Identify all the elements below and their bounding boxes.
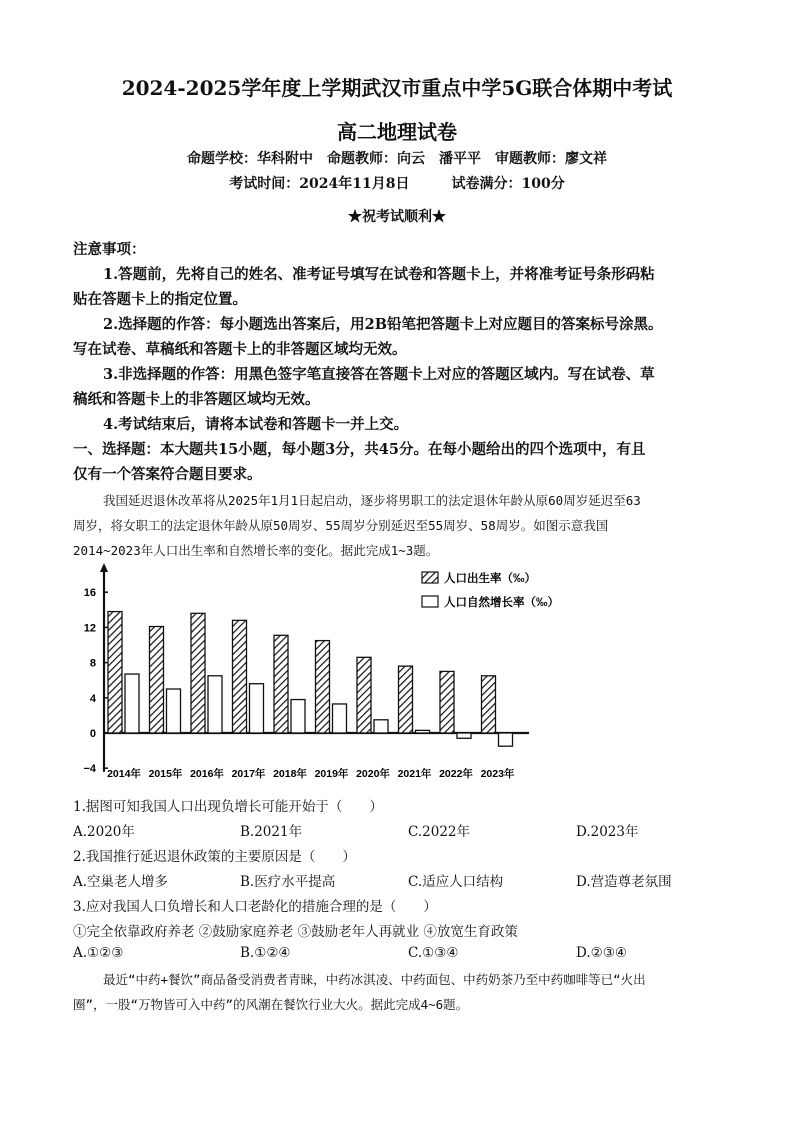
bar-birth-rate bbox=[399, 666, 413, 733]
y-tick-label: −4 bbox=[83, 763, 96, 776]
bar-natural-growth-rate bbox=[374, 720, 388, 733]
bar-birth-rate bbox=[316, 641, 330, 733]
y-tick-label: 16 bbox=[83, 587, 96, 600]
x-tick-label: 2022年 bbox=[439, 768, 473, 780]
bar-natural-growth-rate bbox=[125, 674, 139, 733]
y-tick-label: 8 bbox=[89, 657, 96, 670]
bar-natural-growth-rate bbox=[291, 700, 305, 733]
question-3-stem: 3.应对我国人口负增长和人口老龄化的措施合理的是（ ） bbox=[73, 899, 437, 915]
bar-birth-rate bbox=[440, 671, 454, 733]
bar-birth-rate bbox=[150, 627, 164, 733]
x-tick-label: 2019年 bbox=[314, 768, 349, 780]
legend-label-natural-growth: 人口自然增长率（‰） bbox=[444, 597, 559, 609]
bar-birth-rate bbox=[191, 613, 205, 733]
passage-1-line-2: 周岁，将女职工的法定退休年龄从原50周岁、55周岁分别延迟至55周岁、58周岁。如图示意我国 bbox=[73, 518, 609, 533]
note-3a: 3.非选择题的作答：用黑色签字笔直接答在答题卡上对应的答题区域内。写在试卷、草 bbox=[103, 366, 655, 383]
exam-title: 2024-2025学年度上学期武汉市重点中学5G联合体期中考试 bbox=[121, 76, 673, 100]
bar-birth-rate bbox=[108, 612, 122, 733]
y-tick-label: 0 bbox=[89, 728, 96, 740]
q2-option-d: D.营造尊老氛围 bbox=[576, 874, 672, 890]
good-luck-line: ★祝考试顺利★ bbox=[348, 209, 446, 225]
exam-subtitle: 高二地理试卷 bbox=[337, 120, 457, 144]
question-3-statements: ①完全依靠政府养老 ②鼓励家庭养老 ③鼓励老年人再就业 ④放宽生育政策 bbox=[73, 924, 518, 940]
bar-birth-rate bbox=[233, 620, 247, 733]
birth-growth-rate-chart bbox=[70, 562, 590, 787]
x-tick-label: 2020年 bbox=[356, 768, 390, 780]
x-tick-label: 2016年 bbox=[190, 768, 224, 780]
section-1-line-1: 一、选择题：本大题共15小题，每小题3分，共45分。在每小题给出的四个选项中，有且 bbox=[73, 441, 646, 458]
q1-option-b: B.2021年 bbox=[240, 824, 303, 840]
passage-2-line-1: 最近“中药+餐饮”商品备受消费者青睐，中药冰淇凌、中药面包、中药奶茶乃至中药咖啡等已“火出 bbox=[103, 972, 646, 987]
q2-option-c: C.适应人口结构 bbox=[408, 874, 504, 890]
q1-option-d: D.2023年 bbox=[576, 824, 639, 840]
bar-natural-growth-rate bbox=[499, 733, 513, 746]
y-tick-label: 4 bbox=[89, 692, 96, 705]
x-tick-label: 2018年 bbox=[273, 768, 307, 780]
y-tick-label: 12 bbox=[83, 622, 96, 635]
legend-swatch-natural-growth bbox=[422, 596, 438, 607]
bar-birth-rate bbox=[482, 676, 496, 733]
q3-option-a: A.①②③ bbox=[73, 945, 124, 961]
passage-1-line-1: 我国延迟退休改革将从2025年1月1日起启动，逐步将男职工的法定退休年龄从原60周岁延迟至63 bbox=[103, 493, 641, 508]
passage-1-line-3: 2014~2023年人口出生率和自然增长率的变化。据此完成1~3题。 bbox=[73, 543, 439, 558]
section-1-line-2: 仅有一个答案符合题目要求。 bbox=[73, 466, 262, 483]
note-4: 4.考试结束后，请将本试卷和答题卡一并上交。 bbox=[103, 416, 409, 433]
bar-natural-growth-rate bbox=[416, 730, 430, 733]
q1-option-c: C.2022年 bbox=[408, 824, 470, 840]
exam-time-score: 考试时间：2024年11月8日 试卷满分：100分 bbox=[229, 176, 565, 192]
exam-authors: 命题学校：华科附中 命题教师：向云 潘平平 审题教师：廖文祥 bbox=[187, 151, 607, 167]
q2-option-a: A.空巢老人增多 bbox=[73, 874, 169, 890]
notes-heading: 注意事项： bbox=[73, 241, 146, 258]
bar-natural-growth-rate bbox=[333, 704, 347, 733]
x-tick-label: 2017年 bbox=[231, 768, 266, 780]
legend-swatch-birth-rate bbox=[422, 572, 438, 583]
bar-natural-growth-rate bbox=[167, 689, 181, 733]
q3-option-c: C.①③④ bbox=[408, 945, 459, 961]
bar-natural-growth-rate bbox=[457, 733, 471, 738]
x-tick-label: 2014年 bbox=[107, 768, 141, 780]
question-1-stem: 1.据图可知我国人口出现负增长可能开始于（ ） bbox=[73, 799, 383, 815]
bar-natural-growth-rate bbox=[250, 684, 264, 733]
q3-option-d: D.②③④ bbox=[576, 945, 627, 961]
legend-label-birth-rate: 人口出生率（‰） bbox=[444, 573, 536, 585]
note-2a: 2.选择题的作答：每小题选出答案后，用2B铅笔把答题卡上对应题目的答案标号涂黑。 bbox=[103, 316, 663, 333]
bar-birth-rate bbox=[274, 635, 288, 733]
q2-option-b: B.医疗水平提高 bbox=[240, 874, 336, 890]
note-1a: 1.答题前，先将自己的姓名、准考证号填写在试卷和答题卡上，并将准考证号条形码粘 bbox=[103, 266, 655, 283]
x-tick-label: 2015年 bbox=[148, 768, 183, 780]
question-2-stem: 2.我国推行延迟退休政策的主要原因是（ ） bbox=[73, 849, 356, 865]
q1-option-a: A.2020年 bbox=[73, 824, 135, 840]
bar-natural-growth-rate bbox=[208, 676, 222, 733]
note-2b: 写在试卷、草稿纸和答题卡上的非答题区域均无效。 bbox=[73, 341, 407, 358]
bar-birth-rate bbox=[357, 657, 371, 733]
passage-2-line-2: 圈”，一股“万物皆可入中药”的风潮在餐饮行业大火。据此完成4~6题。 bbox=[73, 997, 469, 1012]
note-1b: 贴在答题卡上的指定位置。 bbox=[73, 291, 247, 308]
x-tick-label: 2021年 bbox=[397, 768, 432, 780]
q3-option-b: B.①②④ bbox=[240, 945, 291, 961]
note-3b: 稿纸和答题卡上的非答题区域均无效。 bbox=[73, 391, 320, 408]
x-tick-label: 2023年 bbox=[480, 768, 515, 780]
y-axis-arrow bbox=[100, 563, 108, 572]
